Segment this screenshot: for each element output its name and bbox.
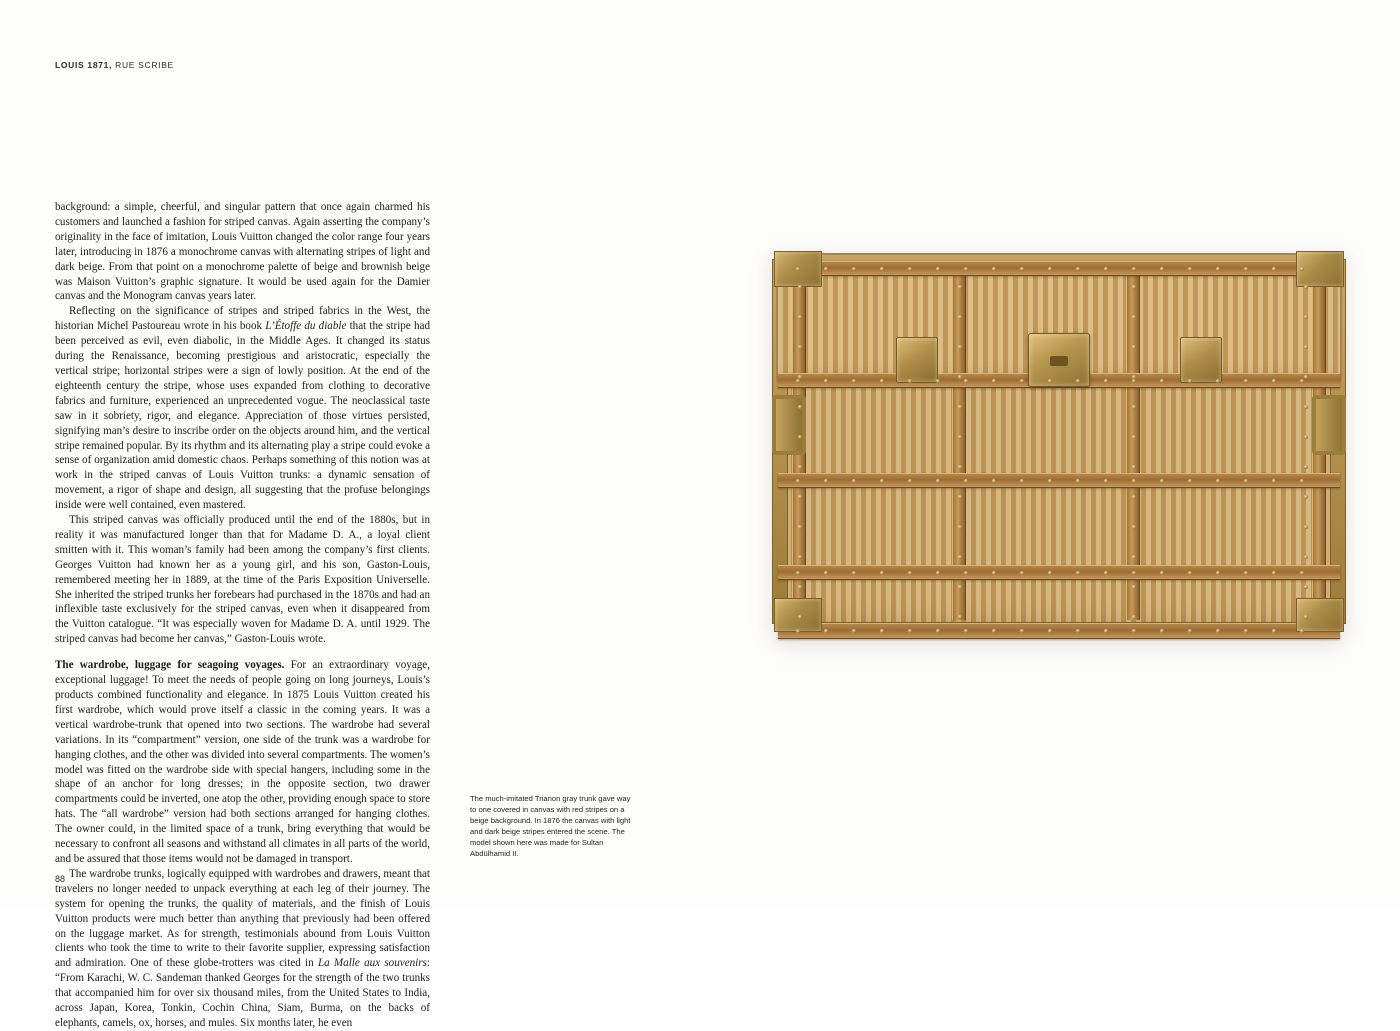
paragraph-5 <box>55 867 430 1031</box>
body-text-column <box>55 200 430 1031</box>
trunk-side-handle-left <box>772 395 806 455</box>
figure-caption <box>470 793 635 859</box>
book-title-italic-la-malle-aux-souvenirs: La Malle aux souvenirs <box>317 957 427 970</box>
paragraph-1 <box>55 200 430 304</box>
trunk-shape <box>770 245 1348 640</box>
trunk-brass-corner-bottom-right <box>1296 598 1344 632</box>
paragraph-4 <box>55 658 430 867</box>
figure-trunk-photograph <box>470 200 1350 840</box>
trunk-illustration <box>770 245 1348 640</box>
trunk-brass-lock <box>1028 333 1090 387</box>
paragraph-3 <box>55 513 430 647</box>
trunk-horizontal-slat-5 <box>778 623 1340 639</box>
paragraph-5-text-before-italic: The wardrobe trunks, logically equipped with wardrobes and drawers, meant that travelers no longer needed to unpack everything at each leg of their journey. The system for opening the trunks, the quality of materials, and the finish of Louis Vuitton products were much better than anything that previously had been offered on the luggage market. As for strength, testimonials abound from Louis Vuitton clients who took the time to write to their favorite supplier, expressing satisfaction and admiration. One of these globe-trotters was cited in <box>55 867 430 970</box>
book-title-italic-etoffe-du-diable: L’Étoffe du diable <box>265 320 347 333</box>
trunk-brass-latch-left <box>896 337 938 383</box>
paragraph-2-text-before-italic: Reflecting on the significance of stripes and striped fabrics in the West, the historian Michel Pastoureau wrote in his book <box>55 305 430 333</box>
trunk-brass-corner-top-right <box>1296 251 1344 287</box>
paragraph-5-text-after-italic: : “From Karachi, W. C. Sandeman thanked Georges for the strength of the two trunks that accompanied him for over six thousand miles, from the United States to India, across Japan, Korea, Tonkin, Cochin China, Siam, Burma, on the backs of elephants, camels, ox, horses, and mules. Six months later, he even <box>55 957 430 1029</box>
paragraph-3-text: This striped canvas was officially produced until the end of the 1880s, but in reality it was manufactured longer than that for Madame D. A., a loyal client smitten with it. This woman’s family had been among the company’s first clients. Georges Vuitton had known her as a young girl, and his son, Gaston-Louis, remembered meeting her in 1889, at the time of the Paris Exposition Universelle. She inherited the striped trunks her forebears had purchased in the 1870s and had an inflexible taste exclusively for the striped canvas, even when it disappeared from the Vuitton catalogue. “It was especially woven for Madame D. A. until 1929. The striped canvas had become her canvas,” Gaston-Louis wrote. <box>55 514 430 646</box>
trunk-horizontal-slat-4 <box>778 565 1340 580</box>
running-head-strong: LOUIS 1871, <box>55 60 113 70</box>
trunk-horizontal-slat-1 <box>778 261 1340 276</box>
running-head <box>55 60 174 70</box>
trunk-side-handle-right <box>1312 395 1346 455</box>
running-head-rest: RUE SCRIBE <box>112 60 174 70</box>
trunk-brass-corner-bottom-left <box>774 598 822 632</box>
figure-caption-text: The much-imitated Trianon gray trunk gave way to one covered in canvas with red stripes on a beige background. In 1876 the canvas with light and dark beige stripes entered the scene. The model shown here was made for Sultan Abdülhamid II. <box>470 794 631 858</box>
paragraph-4-text: For an extraordinary voyage, exceptional luggage! To meet the needs of people going on long journeys, Louis’s products combined functionality and elegance. In 1875 Louis Vuitton created his first wardrobe, which would prove itself a classic in the coming years. It was a vertical wardrobe-trunk that opened into two sections. The wardrobe had several variations. In its “compartment” version, one side of the trunk was a wardrobe for hanging clothes, and the other was divided into several compartments. The women’s model was fitted on the wardrobe side with special hangers, including some in the shape of an anchor for long dresses; in the opposite section, two drawer compartments could be inverted, one atop the other, providing enough space to store hats. The “all wardrobe” version had both sections arranged for hanging clothes. The owner could, in the limited space of a trunk, bring everything that would be necessary to confront all seasons and withstand all climates in all parts of the world, and be assured that those items would not be damaged in transport. <box>55 659 430 865</box>
trunk-brass-latch-right <box>1180 337 1222 383</box>
page-number: 88 <box>55 874 66 884</box>
trunk-brass-corner-top-left <box>774 251 822 287</box>
paragraph-1-text: background: a simple, cheerful, and singular pattern that once again charmed his customers and launched a fashion for striped canvas. Again asserting the company’s originality in the face of imitation, Louis Vuitton changed the color range four years later, introducing in 1876 a monochrome canvas with alternating stripes of light and dark beige. From that point on a monochrome palette of beige and brownish beige was Maison Vuitton’s graphic signature. It would be used again for the Damier canvas and the Monogram canvas years later. <box>55 201 430 303</box>
trunk-horizontal-slat-3 <box>778 473 1340 488</box>
paragraph-4-lead-in-bold: The wardrobe, luggage for seagoing voyages. <box>55 659 285 672</box>
paragraph-2-text-after-italic: that the stripe had been perceived as evil, even diabolic, in the Middle Ages. It changed its status during the Renaissance, becoming prestigious and aristocratic, especially the vertical stripe; horizontal stripes were a sign of lowly position. At the end of the eighteenth century the stripe, whose uses expanded from clothing to decorative fabrics and furniture, experienced an unprecedented vogue. The neoclassical taste saw in it sobriety, rigor, and elegance. Appreciation of those virtues persisted, signifying man’s desire to inscribe order on the objects around him, and the vertical stripe remained popular. By its rhythm and its alternating play a stripe could evoke a sense of organization amid domestic chaos. Perhaps something of this notion was at work in the striped canvas of Louis Vuitton trunks: a dynamic sensation of movement, a rigor of shape and design, all suggesting that the profuse belongings inside were well contained, even mastered. <box>55 320 430 512</box>
paragraph-2 <box>55 304 430 513</box>
